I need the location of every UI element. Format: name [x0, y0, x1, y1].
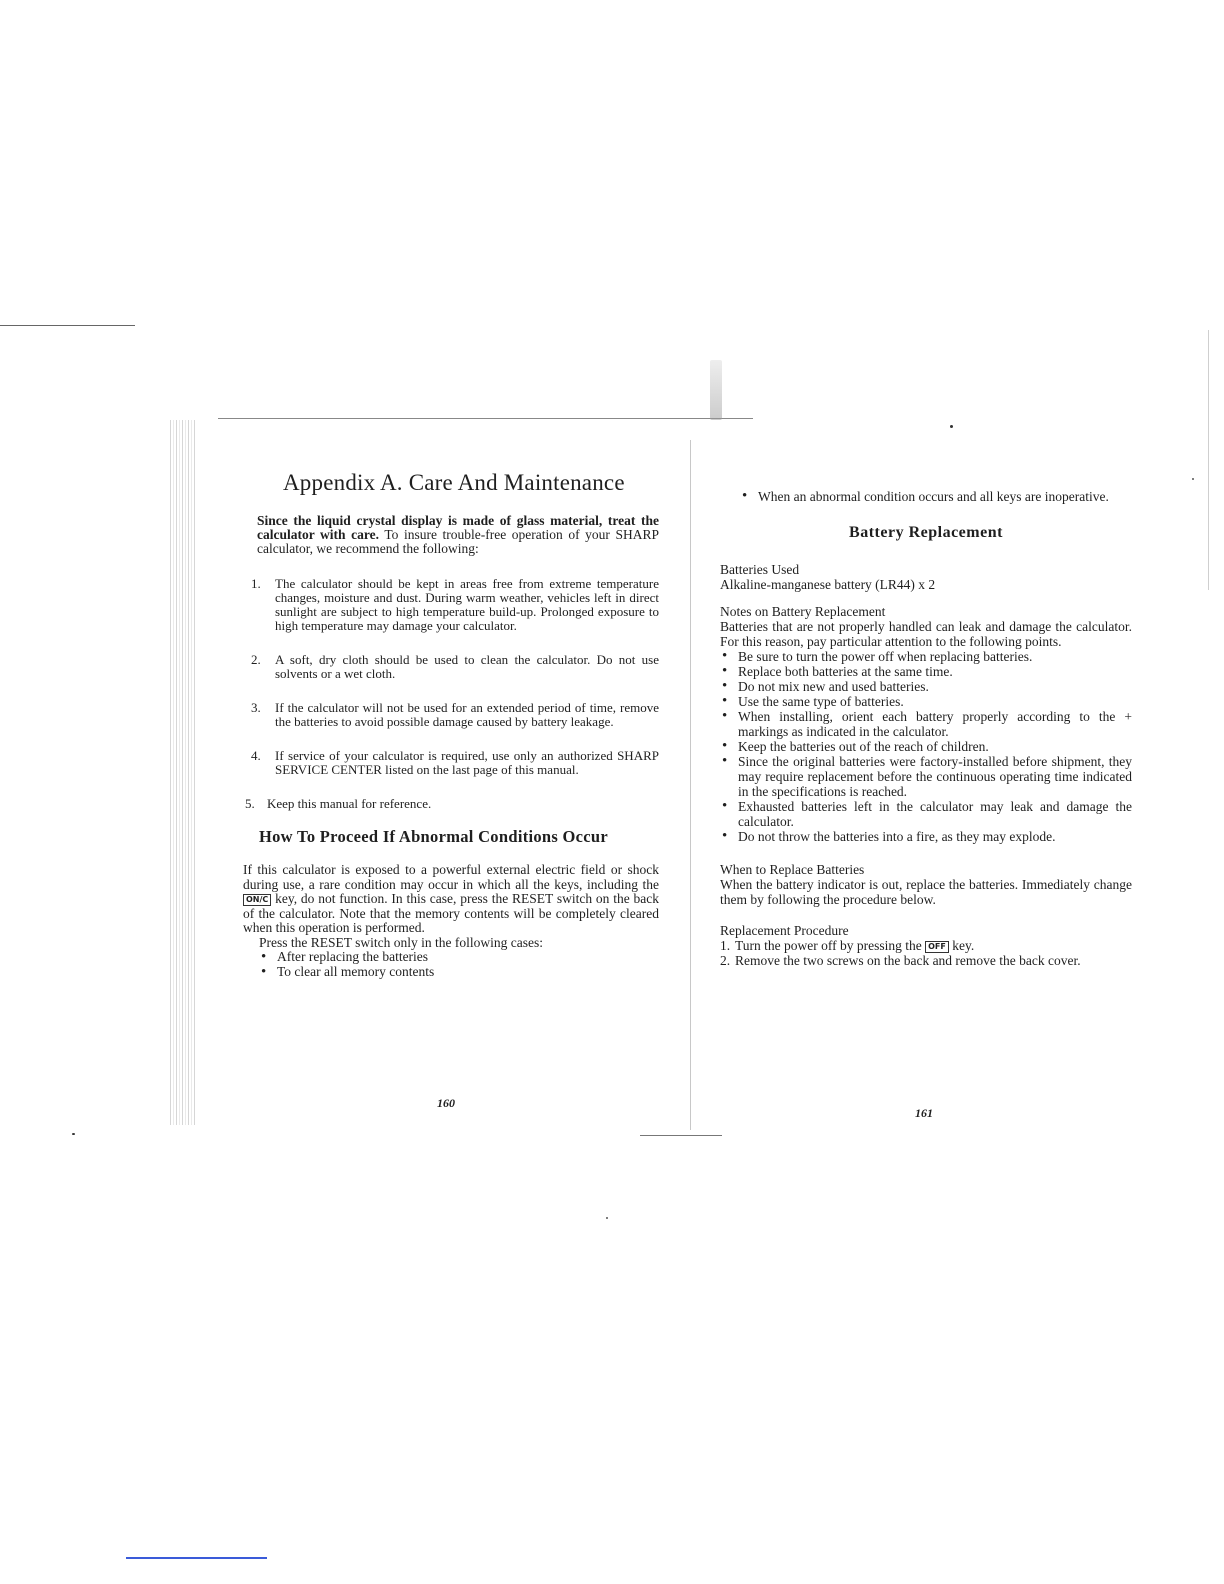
right-page: [720, 489, 1132, 968]
scan-speck: [950, 425, 953, 428]
batteries-used-label: Batteries Used: [720, 562, 800, 577]
care-item-text: If service of your calculator is required, use only an authorized SHARP SERVICE CENTER listed on the last page of this manual.: [275, 748, 659, 777]
scan-speck: [710, 360, 722, 420]
care-item-text: Keep this manual for reference.: [267, 796, 432, 811]
reset-cases-list: [259, 950, 659, 979]
reset-case-item: • After replacing the batteries: [259, 950, 659, 965]
intro-bold-text: Since the liquid crystal display is made of glass material, treat the calculator with care.: [257, 513, 659, 542]
abnormal-paragraph: [243, 863, 659, 936]
step-text-b: key.: [948, 938, 975, 953]
reset-case-item: • When an abnormal condition occurs and all keys are inoperative.: [740, 489, 1132, 504]
step-text-a: Turn the power off by pressing the: [735, 938, 926, 953]
care-item: [243, 797, 659, 811]
notes-label: Notes on Battery Replacement: [720, 604, 886, 619]
page-bottom-edge-line: [640, 1135, 722, 1136]
care-item: [243, 577, 659, 633]
care-item: [243, 701, 659, 729]
battery-note-item: • Do not mix new and used batteries.: [720, 679, 1132, 694]
reset-cases-intro: Press the RESET switch only in the following cases:: [259, 934, 543, 950]
scan-speck: [1192, 478, 1194, 480]
battery-notes-list: [720, 649, 1132, 844]
notes-paragraph: Batteries that are not properly handled can leak and damage the calculator. For this reason, pay particular attention to the following points.: [720, 619, 1132, 649]
intro-text: To insure trouble-free operation of your SHARP calculator, we recommend the following:: [257, 527, 659, 556]
care-item-number: 1.: [251, 576, 261, 591]
page-title: Appendix A. Care And Maintenance: [283, 470, 625, 495]
page-divider-line: [690, 440, 691, 1130]
abnormal-text-a: If this calculator is exposed to a powerful external electric field or shock during use, a rare condition may occur in which all the keys, including the: [243, 862, 659, 892]
battery-note-item: • Use the same type of batteries.: [720, 694, 1132, 709]
binding-shadow: [170, 420, 196, 1125]
abnormal-text-b: key, do not function. In this case, press the RESET switch on the back of the calculator. Note that the memory contents will be completely cleared when this operation is performed.: [243, 891, 659, 935]
off-key-icon: OFF: [925, 941, 949, 953]
intro-paragraph: [257, 514, 659, 556]
step-number: 1.: [720, 938, 731, 953]
care-item-number: 4.: [251, 748, 261, 763]
care-item-text: A soft, dry cloth should be used to clean the calculator. Do not use solvents or a wet cloth.: [275, 652, 659, 681]
replacement-procedure-label: Replacement Procedure: [720, 923, 849, 938]
scan-speck: [606, 1217, 608, 1219]
scan-speck: [72, 1133, 75, 1135]
care-item-number: 5.: [245, 796, 255, 811]
care-item-number: 3.: [251, 700, 261, 715]
step-text: Remove the two screws on the back and remove the back cover.: [735, 953, 1081, 968]
battery-note-item: • When installing, orient each battery properly according to the + markings as indicated in the calculator.: [720, 709, 1132, 739]
replacement-step: [720, 953, 1132, 968]
care-item-text: If the calculator will not be used for an extended period of time, remove the batteries to avoid possible damage caused by battery leakage.: [275, 700, 659, 729]
care-item: [243, 653, 659, 681]
battery-note-item: • Be sure to turn the power off when replacing batteries.: [720, 649, 1132, 664]
page-top-edge-line: [218, 418, 753, 419]
abnormal-conditions-heading: How To Proceed If Abnormal Conditions Occur: [259, 827, 609, 846]
step-number: 2.: [720, 953, 731, 968]
bottom-blue-line: [126, 1557, 267, 1559]
left-page-number: 160: [437, 1096, 455, 1110]
when-to-replace-label: When to Replace Batteries: [720, 862, 865, 877]
reset-case-continued: [720, 489, 1132, 504]
replacement-step: [720, 938, 1132, 953]
care-item-text: The calculator should be kept in areas free from extreme temperature changes, moisture and dust. During warm weather, vehicles left in direct sunlight are subject to high temperature build-up. Prolonged exposure to high temperature may damage your calculator.: [275, 576, 659, 633]
battery-note-item: • Replace both batteries at the same time.: [720, 664, 1132, 679]
care-list: [243, 577, 659, 811]
replacement-steps: [720, 938, 1132, 968]
battery-replacement-heading: Battery Replacement: [849, 524, 1003, 541]
care-item: [243, 749, 659, 777]
when-to-replace-paragraph: When the battery indicator is out, replace the batteries. Immediately change them by following the procedure below.: [720, 877, 1132, 907]
care-item-number: 2.: [251, 652, 261, 667]
battery-note-item: • Keep the batteries out of the reach of children.: [720, 739, 1132, 754]
battery-note-item: • Do not throw the batteries into a fire, as they may explode.: [720, 829, 1132, 844]
scan-edge-line-top: [0, 325, 135, 326]
right-page-number: 161: [915, 1106, 933, 1120]
batteries-used-value: Alkaline-manganese battery (LR44) x 2: [720, 577, 936, 592]
reset-case-item: • To clear all memory contents: [259, 965, 659, 980]
battery-note-item: • Since the original batteries were factory-installed before shipment, they may require replacement before the continuous operating time indicated in the specifications is reached.: [720, 754, 1132, 799]
left-page: [243, 470, 659, 979]
right-scan-edge-line: [1208, 330, 1209, 590]
battery-note-item: • Exhausted batteries left in the calculator may leak and damage the calculator.: [720, 799, 1132, 829]
on-c-key-icon: ON/C: [243, 894, 271, 906]
